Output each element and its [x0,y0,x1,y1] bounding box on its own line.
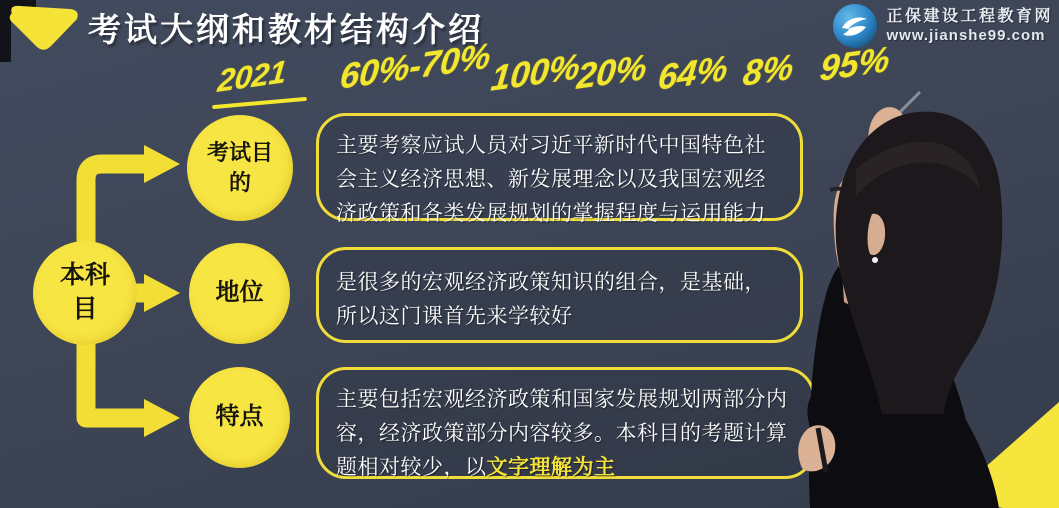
earring-icon [872,257,878,263]
node-label: 考试目的 [206,140,273,195]
handwriting-year: 2021 [216,53,289,99]
site-url: www.jianshe99.com [886,26,1046,44]
diagram-root-node [33,241,137,345]
desc-box-features [316,367,815,479]
desc-box-status [316,247,803,343]
arrowhead-icon [144,274,180,312]
node-exam-purpose [187,115,293,221]
desc-text: 主要考察应试人员对习近平新时代中国特色社会主义经济思想、新发展理念以及我国宏观经济政策和各类发展规划的掌握程度与运用能力 [336,134,766,225]
arrowhead-icon [144,399,180,437]
handwriting-percentage: 64% [656,48,730,98]
desc-text: 是很多的宏观经济政策知识的组合，是基础，所以这门课首先来学较好 [336,271,766,328]
handwriting-percentage: 20% [575,47,649,97]
desc-box-exam-purpose [316,113,803,225]
node-label: 特点 [215,403,264,431]
arrowhead-icon [144,145,180,183]
handwriting-percentage: 8% [741,46,796,94]
node-features [189,367,290,468]
node-status [189,243,290,344]
site-name: 正保建设工程教育网 [886,7,1053,25]
page-title: 考试大纲和教材结构介绍 [88,11,484,48]
node-label: 地位 [215,279,264,307]
handwriting-percentage: 60%-70% [338,35,493,97]
desc-text: 主要包括宏观经济政策和国家发展规划两部分内容，经济政策部分内容较多。本科目的考题计算题相对较少，以 [336,388,788,479]
diagram-root-label: 本科目 [59,261,110,323]
handwriting-percentage: 95% [818,39,892,89]
handwriting-percentage: 100% [489,46,582,99]
desc-text-highlight: 文字理解为主 [486,456,616,479]
presenter-figure [796,0,1059,508]
